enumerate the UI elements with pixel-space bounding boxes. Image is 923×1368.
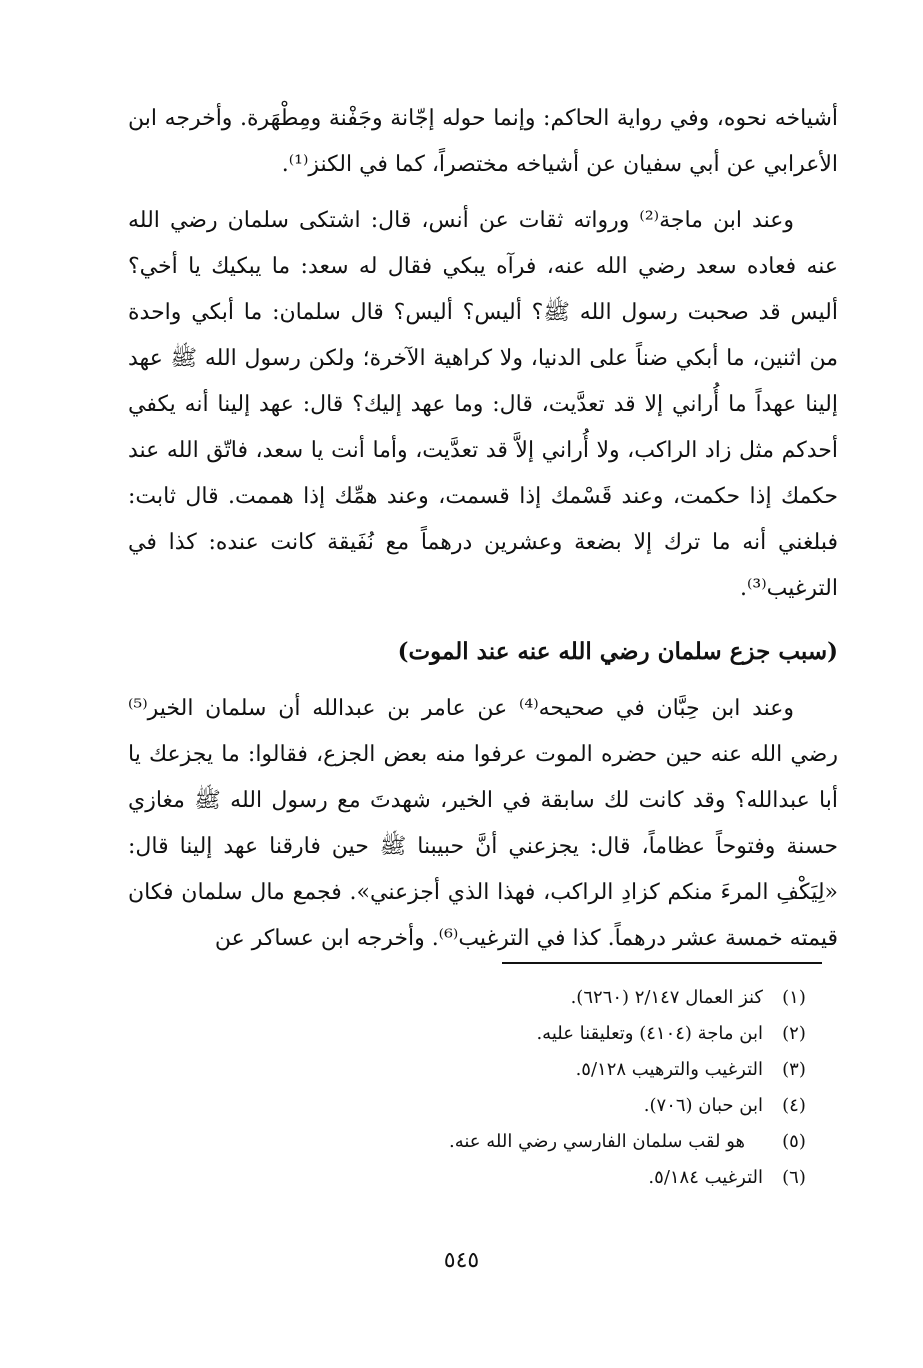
paragraph-1: أشياخه نحوه، وفي رواية الحاكم: وإنما حوله إجّانة وجَفْنة ومِطْهَرة. وأخرجه ابن الأعرابي عن أبي سفيان عن أشياخه مختصراً، كما في الكنز⁽¹⁾. — [128, 106, 838, 177]
footnote-number: (١) — [782, 987, 806, 1008]
page-number: ٥٤٥ — [443, 1248, 480, 1273]
paragraph-3: وعند ابن حِبَّان في صحيحه⁽⁴⁾ عن عامر بن عبدالله أن سلمان الخير⁽⁵⁾ رضي الله عنه حين حضره الموت عرفوا منه بعض الجزع، فقالوا: ما يجزعك يا أبا عبدالله؟ وقد كانت لك سابقة في الخير، شهدتَ مع رسول الله ﷺ مغازي حسنة وفتوحاً عظاماً، قال: يجزعني أنَّ حبيبنا ﷺ حين فارقنا عهد إلينا قال: «لِيَكْفِ المرءَ منكم كزادِ الراكب، فهذا الذي أجزعني». فجمع مال سلمان فكان قيمته خمسة عشر درهماً. كذا في الترغيب⁽⁶⁾. وأخرجه ابن عساكر عن — [128, 696, 838, 951]
footnotes — [200, 985, 825, 1201]
section-heading: (سبب جزع سلمان رضي الله عنه عند الموت) — [397, 638, 838, 665]
footnote-1 — [200, 985, 825, 1021]
footnote-text: الترغيب والترهيب ٥/١٢٨. — [575, 1059, 763, 1080]
footnote-text: هو لقب سلمان الفارسي رضي الله عنه. — [448, 1131, 745, 1152]
footnote-number: (٥) — [782, 1131, 806, 1152]
footnote-5 — [200, 1129, 825, 1165]
footnote-number: (٤) — [782, 1095, 806, 1116]
footnote-text: الترغيب ٥/١٨٤. — [648, 1167, 763, 1188]
main-text — [128, 96, 838, 962]
footnote-text: ابن حبان (٧٠٦). — [643, 1095, 763, 1116]
footnote-6 — [200, 1165, 825, 1201]
footnote-divider — [502, 962, 822, 964]
footnote-4 — [200, 1093, 825, 1129]
footnote-number: (٢) — [782, 1023, 806, 1044]
footnote-3 — [200, 1057, 825, 1093]
footnote-number: (٣) — [782, 1059, 806, 1080]
paragraph-2: وعند ابن ماجة⁽²⁾ ورواته ثقات عن أنس، قال: اشتكى سلمان رضي الله عنه فعاده سعد رضي الله عنه، فرآه يبكي فقال له سعد: ما يبكيك يا أخي؟ أليس قد صحبت رسول الله ﷺ؟ أليس؟ أليس؟ قال سلمان: ما أبكي واحدة من اثنين، ما أبكي ضناً على الدنيا، ولا كراهية الآخرة؛ ولكن رسول الله ﷺ عهد إلينا عهداً ما أُراني إلا قد تعدَّيت، قال: وما عهد إليك؟ قال: عهد إلينا أنه يكفي أحدكم مثل زاد الراكب، ولا أُراني إلاَّ قد تعدَّيت، وأما أنت يا سعد، فاتّق الله عند حكمك إذا حكمت، وعند قَسْمك إذا قسمت، وعند همِّك إذا هممت. قال ثابت: فبلغني أنه ما ترك إلا بضعة وعشرين درهماً مع نُفَيقة كانت عنده: كذا في الترغيب⁽³⁾. — [128, 208, 839, 601]
footnote-2 — [200, 1021, 825, 1057]
footnote-text: كنز العمال ٢/١٤٧ (٦٢٦٠). — [570, 987, 763, 1008]
footnote-text: ابن ماجة (٤١٠٤) وتعليقنا عليه. — [536, 1023, 763, 1044]
footnote-number: (٦) — [782, 1167, 806, 1188]
